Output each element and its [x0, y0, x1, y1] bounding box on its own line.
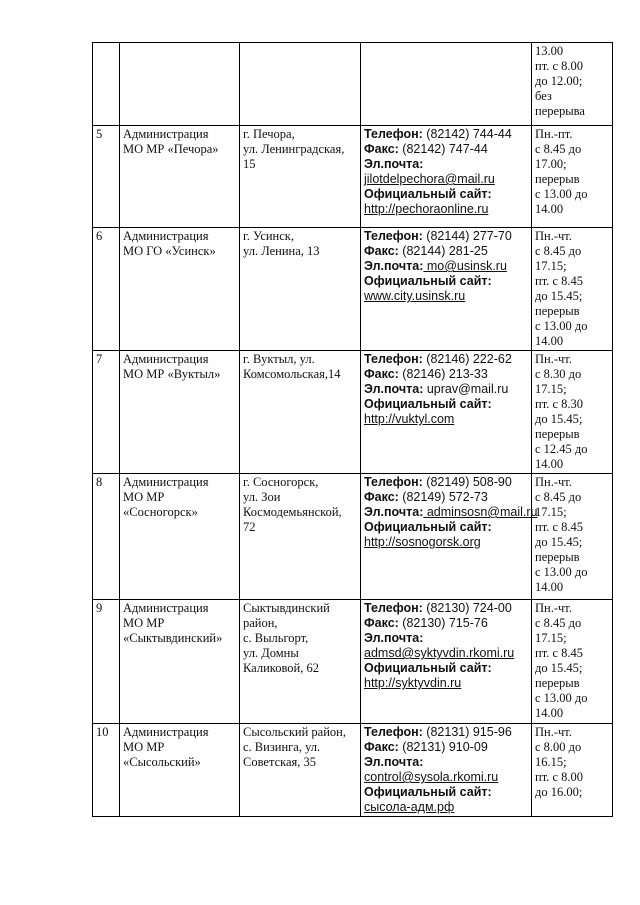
contact-line	[364, 490, 528, 505]
organization-line: МО ГО «Усинск»	[123, 244, 216, 258]
contact-label: Эл.почта:	[364, 259, 424, 273]
hours-line: 14.00	[535, 202, 564, 216]
contact-link[interactable]: control@sysola.rkomi.ru	[364, 770, 499, 784]
table-row	[93, 600, 613, 724]
contact-line	[364, 229, 528, 244]
row-number: 5	[93, 126, 120, 228]
contact-label: Эл.почта:	[364, 505, 424, 519]
hours-line: с 8.45 до	[535, 142, 582, 156]
contacts-cell	[361, 126, 532, 228]
table-row	[93, 126, 613, 228]
contact-label: Телефон:	[364, 475, 423, 489]
organization-line: Администрация	[123, 127, 209, 141]
organization-line: Администрация	[123, 725, 209, 739]
address-cell	[240, 724, 361, 817]
contact-label: Официальный сайт:	[364, 520, 492, 534]
hours-line: перерыв	[535, 304, 580, 318]
contact-link[interactable]: сысола-адм.рф	[364, 800, 455, 814]
contact-line	[364, 725, 528, 740]
hours-line: до 16.00;	[535, 785, 583, 799]
address-cell	[240, 351, 361, 474]
contact-label: Телефон:	[364, 725, 423, 739]
contact-value: (82130) 724-00	[422, 601, 512, 615]
address-line: 72	[243, 520, 256, 534]
contacts-cell	[361, 600, 532, 724]
address-line: с. Выльгорт,	[243, 631, 309, 645]
organization-cell	[120, 600, 240, 724]
address-cell	[240, 126, 361, 228]
contact-line	[364, 157, 528, 172]
contact-label: Телефон:	[364, 601, 423, 615]
contact-label: Официальный сайт:	[364, 785, 492, 799]
hours-line: 13.00	[535, 44, 564, 58]
contact-label: Эл.почта:	[364, 631, 424, 645]
contact-value: (82142) 744-44	[422, 127, 512, 141]
contact-line	[364, 382, 528, 397]
contact-value: (82131) 915-96	[422, 725, 512, 739]
hours-line: 17.15;	[535, 505, 567, 519]
organization-line: Администрация	[123, 352, 209, 366]
organization-cell	[120, 43, 240, 126]
offices-table	[92, 42, 613, 817]
hours-line: Пн.-чт.	[535, 725, 572, 739]
hours-line: 17.15;	[535, 382, 567, 396]
contact-label: Телефон:	[364, 229, 423, 243]
address-line: с. Визинга, ул.	[243, 740, 321, 754]
organization-line: Администрация	[123, 475, 209, 489]
contact-link[interactable]: jilotdelpechora@mail.ru	[364, 172, 495, 186]
contact-label: Телефон:	[364, 127, 423, 141]
contact-line	[364, 520, 528, 535]
address-line: район,	[243, 616, 278, 630]
address-cell	[240, 600, 361, 724]
contact-label: Эл.почта:	[364, 755, 424, 769]
hours-cell	[532, 228, 613, 351]
contact-label: Факс:	[364, 740, 399, 754]
hours-line: с 8.45 до	[535, 490, 582, 504]
contact-line	[364, 367, 528, 382]
contact-line	[364, 412, 528, 427]
row-number	[93, 43, 120, 126]
address-line: г. Печора,	[243, 127, 295, 141]
row-number: 7	[93, 351, 120, 474]
contact-value: (82142) 747-44	[398, 142, 488, 156]
contact-line	[364, 142, 528, 157]
hours-line: до 12.00;	[535, 74, 583, 88]
contact-line	[364, 785, 528, 800]
hours-cell	[532, 474, 613, 600]
hours-line: Пн.-чт.	[535, 475, 572, 489]
hours-line: до 15.45;	[535, 289, 583, 303]
address-line: 15	[243, 157, 256, 171]
hours-line: Пн.-чт.	[535, 229, 572, 243]
address-line: Советская, 35	[243, 755, 317, 769]
contact-label: Официальный сайт:	[364, 397, 492, 411]
organization-line: МО МР «Печора»	[123, 142, 219, 156]
organization-line: Администрация	[123, 229, 209, 243]
contact-value: (82146) 213-33	[398, 367, 488, 381]
address-line: Комсомольская,14	[243, 367, 341, 381]
contact-value: uprav@mail.ru	[423, 382, 509, 396]
hours-line: 14.00	[535, 706, 564, 720]
hours-line: с 8.30 до	[535, 367, 582, 381]
contact-link[interactable]: www.city.usinsk.ru	[364, 289, 466, 303]
table-row	[93, 474, 613, 600]
contact-label: Факс:	[364, 616, 399, 630]
hours-line: пт. с 8.45	[535, 520, 584, 534]
contact-line	[364, 601, 528, 616]
contact-value: (82131) 910-09	[398, 740, 488, 754]
organization-cell	[120, 126, 240, 228]
hours-cell	[532, 724, 613, 817]
hours-line: с 8.00 до	[535, 740, 582, 754]
contact-link[interactable]: admsd@syktyvdin.rkomi.ru	[364, 646, 515, 660]
contact-value: (82149) 508-90	[422, 475, 512, 489]
contacts-cell	[361, 724, 532, 817]
hours-line: 14.00	[535, 457, 564, 471]
contact-line	[364, 172, 528, 187]
contacts-cell	[361, 43, 532, 126]
hours-cell	[532, 126, 613, 228]
contact-line	[364, 505, 538, 520]
organization-line: «Сыктывдинский»	[123, 631, 223, 645]
address-line: Космодемьянской,	[243, 505, 342, 519]
contact-line	[364, 800, 528, 815]
organization-cell	[120, 351, 240, 474]
hours-line: пт. с 8.00	[535, 59, 584, 73]
table-row	[93, 724, 613, 817]
hours-line: 14.00	[535, 580, 564, 594]
hours-line: перерыв	[535, 550, 580, 564]
address-line: ул. Ленина, 13	[243, 244, 320, 258]
organization-cell	[120, 474, 240, 600]
contact-line	[364, 535, 528, 550]
hours-cell	[532, 43, 613, 126]
contact-label: Официальный сайт:	[364, 274, 492, 288]
row-number: 8	[93, 474, 120, 600]
organization-line: МО МР	[123, 616, 165, 630]
contact-value: (82149) 572-73	[398, 490, 488, 504]
contact-line	[364, 289, 528, 304]
organization-line: МО МР	[123, 490, 165, 504]
hours-line: пт. с 8.00	[535, 770, 584, 784]
address-line: Каликовой, 62	[243, 661, 319, 675]
contact-line	[364, 631, 528, 646]
contact-line	[364, 646, 528, 661]
row-number: 6	[93, 228, 120, 351]
contact-line	[364, 127, 528, 142]
hours-cell	[532, 600, 613, 724]
contact-label: Факс:	[364, 490, 399, 504]
organization-line: Администрация	[123, 601, 209, 615]
address-line: г. Усинск,	[243, 229, 294, 243]
contact-value: (82144) 277-70	[422, 229, 512, 243]
contact-label: Эл.почта:	[364, 382, 424, 396]
hours-line: перерыв	[535, 172, 580, 186]
hours-line: с 13.00 до	[535, 187, 588, 201]
address-cell	[240, 228, 361, 351]
organization-line: МО МР «Вуктыл»	[123, 367, 221, 381]
hours-line: Пн.-пт.	[535, 127, 573, 141]
contact-label: Эл.почта:	[364, 157, 424, 171]
contact-line	[364, 661, 528, 676]
address-cell	[240, 43, 361, 126]
hours-line: перерыв	[535, 427, 580, 441]
contact-line	[364, 244, 528, 259]
organization-cell	[120, 228, 240, 351]
hours-line: 17.00;	[535, 157, 567, 171]
hours-line: Пн.-чт.	[535, 352, 572, 366]
contact-value: (82144) 281-25	[398, 244, 488, 258]
contact-link[interactable]: http://vuktyl.com	[364, 412, 455, 426]
contact-link[interactable]: http://pechoraonline.ru	[364, 202, 489, 216]
hours-line: перерыв	[535, 676, 580, 690]
contact-line	[364, 755, 528, 770]
hours-line: с 12.45 до	[535, 442, 588, 456]
contact-label: Факс:	[364, 142, 399, 156]
address-line: Сысольский район,	[243, 725, 346, 739]
contact-line	[364, 397, 528, 412]
contacts-cell	[361, 351, 532, 474]
hours-line: с 8.45 до	[535, 616, 582, 630]
contact-link[interactable]: adminsosn@mail.ru	[423, 505, 538, 519]
organization-cell	[120, 724, 240, 817]
hours-line: с 13.00 до	[535, 319, 588, 333]
contact-line	[364, 616, 528, 631]
hours-line: пт. с 8.45	[535, 646, 584, 660]
hours-line: до 15.45;	[535, 661, 583, 675]
address-cell	[240, 474, 361, 600]
contact-link[interactable]: http://syktyvdin.ru	[364, 676, 462, 690]
organization-line: МО МР	[123, 740, 165, 754]
hours-line: до 15.45;	[535, 535, 583, 549]
contact-link[interactable]: http://sosnogorsk.org	[364, 535, 481, 549]
organization-line: «Сосногорск»	[123, 505, 198, 519]
hours-cell	[532, 351, 613, 474]
contact-label: Телефон:	[364, 352, 423, 366]
contacts-cell	[361, 228, 532, 351]
hours-line: 16.15;	[535, 755, 567, 769]
hours-line: 14.00	[535, 334, 564, 348]
hours-line: 17.15;	[535, 631, 567, 645]
organization-line: «Сысольский»	[123, 755, 201, 769]
contact-line	[364, 202, 528, 217]
hours-line: 17.15;	[535, 259, 567, 273]
row-number: 9	[93, 600, 120, 724]
contact-link[interactable]: mo@usinsk.ru	[423, 259, 507, 273]
table-row	[93, 351, 613, 474]
contact-line	[364, 770, 528, 785]
contact-line	[364, 676, 528, 691]
contact-value: (82130) 715-76	[398, 616, 488, 630]
contact-value: (82146) 222-62	[422, 352, 512, 366]
contact-line	[364, 187, 528, 202]
hours-line: пт. с 8.30	[535, 397, 584, 411]
address-line: г. Сосногорск,	[243, 475, 319, 489]
hours-line: с 8.45 до	[535, 244, 582, 258]
table-row	[93, 43, 613, 126]
hours-line: с 13.00 до	[535, 565, 588, 579]
hours-line: Пн.-чт.	[535, 601, 572, 615]
contact-label: Официальный сайт:	[364, 187, 492, 201]
address-line: ул. Домны	[243, 646, 299, 660]
contact-line	[364, 740, 528, 755]
address-line: Сыктывдинский	[243, 601, 330, 615]
row-number: 10	[93, 724, 120, 817]
address-line: ул. Ленинградская,	[243, 142, 345, 156]
hours-line: с 13.00 до	[535, 691, 588, 705]
hours-line: перерыва	[535, 104, 585, 118]
table-row	[93, 228, 613, 351]
contact-line	[364, 475, 528, 490]
contact-line	[364, 274, 528, 289]
contact-label: Факс:	[364, 244, 399, 258]
address-line: г. Вуктыл, ул.	[243, 352, 315, 366]
contact-line	[364, 352, 528, 367]
contact-line	[364, 259, 528, 274]
contact-label: Факс:	[364, 367, 399, 381]
hours-line: до 15.45;	[535, 412, 583, 426]
hours-line: без	[535, 89, 552, 103]
hours-line: пт. с 8.45	[535, 274, 584, 288]
address-line: ул. Зои	[243, 490, 281, 504]
contact-label: Официальный сайт:	[364, 661, 492, 675]
contacts-cell	[361, 474, 538, 600]
